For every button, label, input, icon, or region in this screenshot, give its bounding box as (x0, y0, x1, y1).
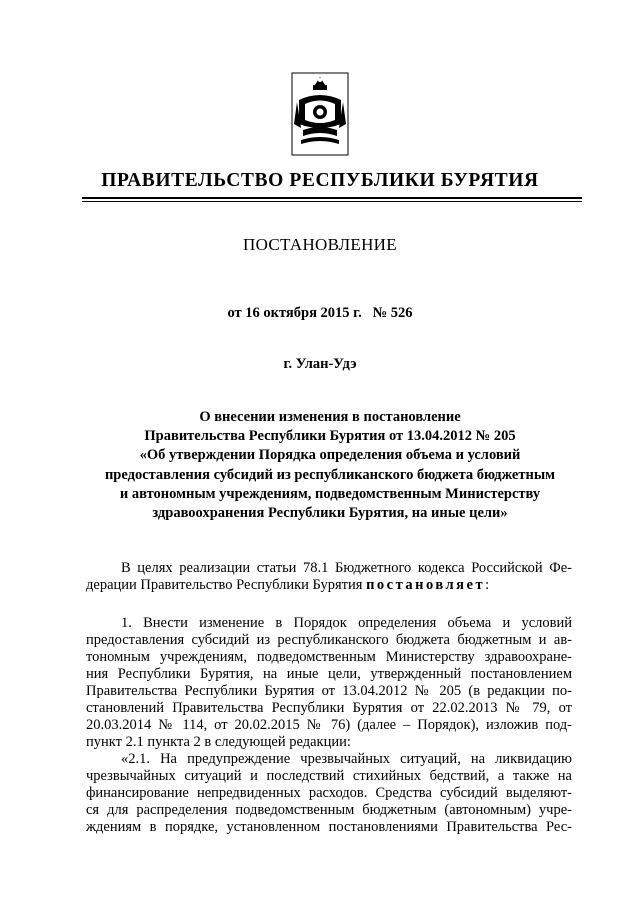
subject-line: О внесении изменения в постановление (199, 409, 461, 425)
subject-line: Правительства Республики Бурятия от 13.04.2012 № 205 (144, 428, 516, 445)
document-city: г. Улан-Удэ (283, 356, 357, 372)
paragraph-line: Правительства Республики Бурятия от 13.04.2012 № 205 (в редакции по- (86, 683, 572, 699)
document-date-number (0, 305, 640, 322)
subject-line: «Об утверждении Порядка определения объема и условий (139, 447, 521, 464)
preamble-colon: : (485, 577, 490, 593)
quote-line: чрезвычайных ситуаций и последствий стихийных бедствий, а также на (86, 768, 572, 784)
document-subject (80, 408, 580, 523)
preamble-text: дерации Правительство Республики Бурятия (86, 577, 367, 593)
paragraph-line: 20.03.2014 № 114, от 20.02.2015 № 76) (далее – Порядок), изложив под- (86, 717, 572, 733)
paragraph-line: тономным учреждениям, подведомственным Министерству здравоохране- (86, 649, 572, 665)
preamble-line: В целях реализации статьи 78.1 Бюджетного кодекса Российской Фе- (121, 560, 572, 576)
paragraph-line: становлений Правительства Республики Бурятия от 22.02.2013 № 79, от (86, 700, 572, 716)
subject-line: здравоохранения Республики Бурятия, на иные цели» (152, 505, 508, 522)
document-date: от 16 октября 2015 г. (227, 305, 362, 321)
coat-of-arms-icon (291, 72, 349, 156)
subject-line: предоставления субсидий из республиканского бюджета бюджетным (104, 466, 556, 483)
document-type: ПОСТАНОВЛЕНИЕ (243, 235, 397, 254)
header-rule-thin (82, 201, 582, 202)
document-number: № 526 (372, 305, 413, 321)
organization-title: ПРАВИТЕЛЬСТВО РЕСПУБЛИКИ БУРЯТИЯ (101, 170, 539, 191)
paragraph-line: 1. Внести изменение в Порядок определения объема и условий (121, 615, 572, 631)
subject-line: и автономным учреждениям, подведомственным Министерству (119, 485, 541, 502)
header-rule-thick (82, 197, 582, 199)
preamble-line (86, 577, 572, 594)
paragraph-line: ния Республики Бурятия, на иные цели, утвержденный постановлением (86, 666, 572, 682)
paragraph-line: пункт 2.1 пункта 2 в следующей редакции: (86, 734, 351, 750)
paragraph-line: предоставления субсидий из республиканского бюджета бюджетным и ав- (86, 632, 572, 648)
resolves-word: постановляет (366, 577, 486, 593)
quote-line: финансирование непредвиденных расходов. Средства субсидий выделяют- (86, 785, 572, 801)
quote-line: ся для распределения подведомственным бюджетным (автономным) учре- (86, 802, 572, 818)
document-body (86, 560, 572, 836)
quote-line: ждениям в порядке, установленном постановлениями Правительства Рес- (86, 819, 572, 835)
quote-line: «2.1. На предупреждение чрезвычайных ситуаций, на ликвидацию (121, 751, 572, 767)
